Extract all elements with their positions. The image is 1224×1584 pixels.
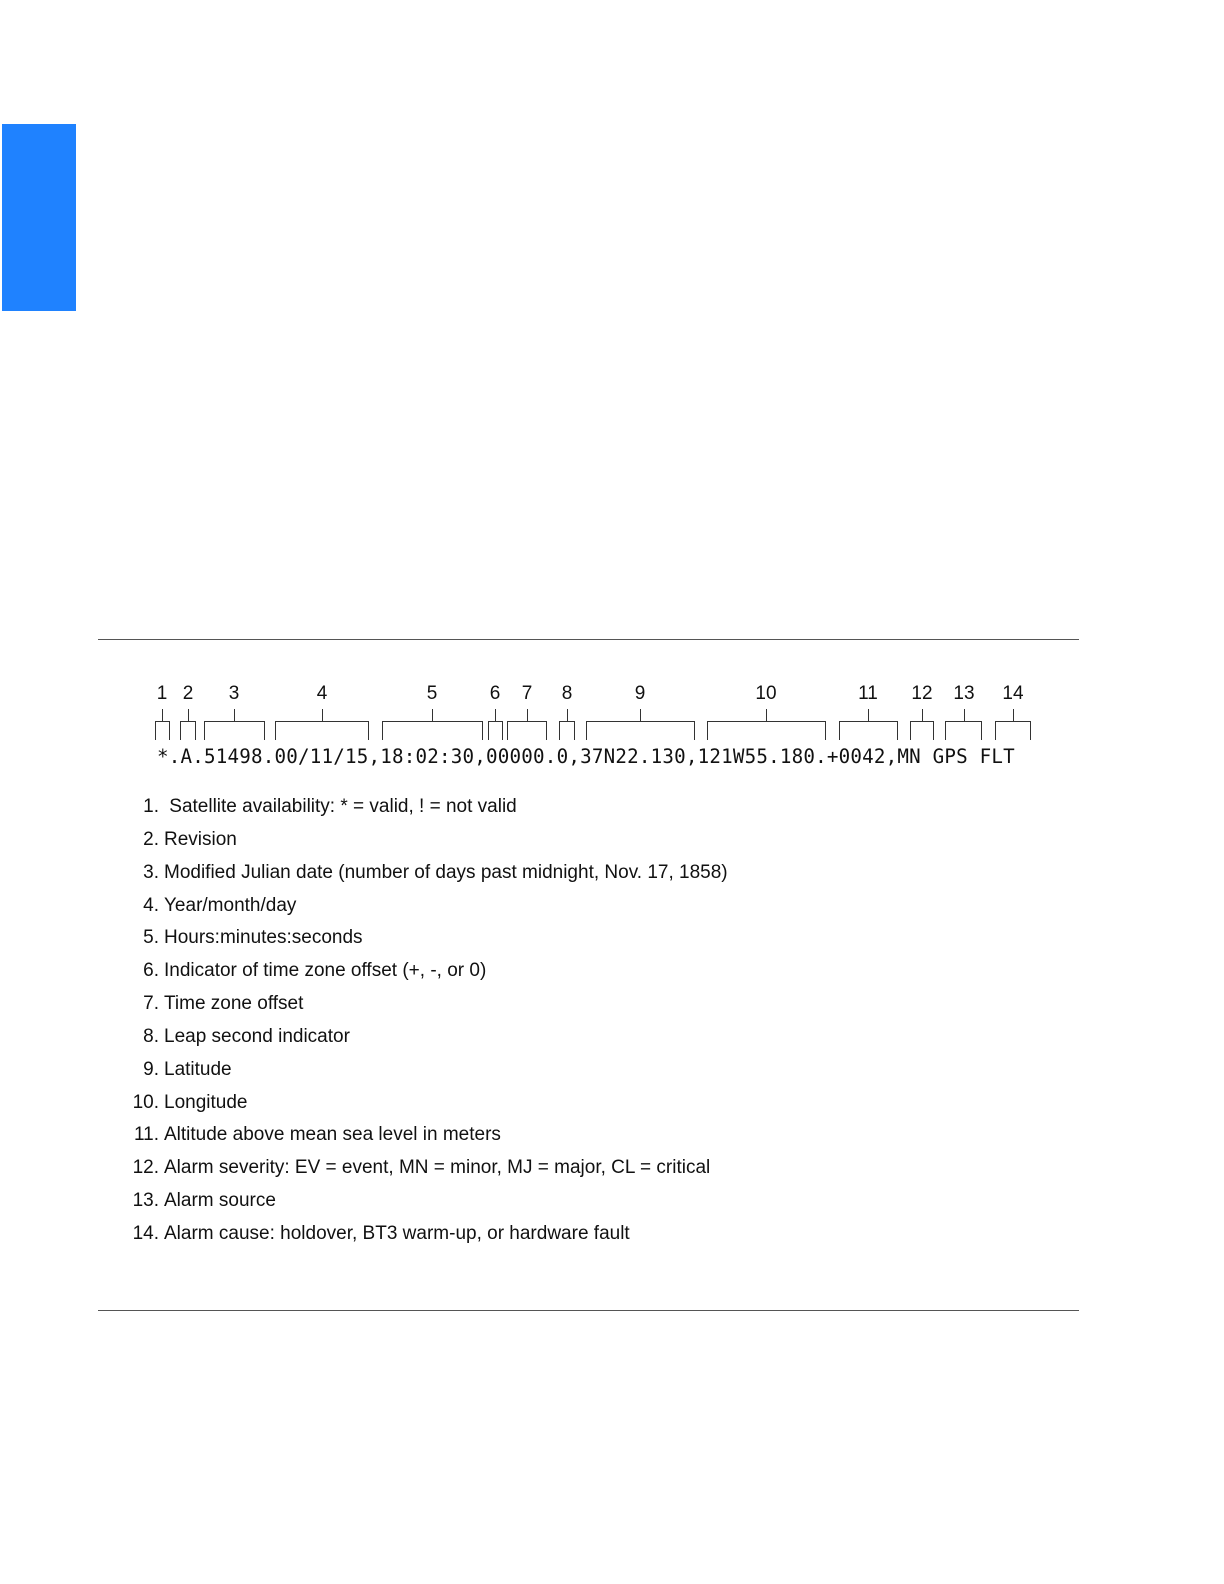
- field-bracket-4: [275, 721, 369, 740]
- legend-text: Latitude: [164, 1059, 232, 1080]
- legend-number: 4.: [143, 895, 159, 916]
- field-bracket-11: [839, 721, 898, 740]
- field-bracket-5: [382, 721, 483, 740]
- field-number-7: 7: [521, 683, 533, 704]
- legend-number: 1.: [143, 796, 159, 817]
- legend-item: [128, 796, 517, 818]
- legend-number: 14.: [132, 1223, 159, 1244]
- field-tick-14: [1013, 709, 1014, 721]
- legend-number: 10.: [132, 1092, 159, 1113]
- field-number-1: 1: [156, 683, 168, 704]
- field-bracket-9: [586, 721, 695, 740]
- field-number-6: 6: [489, 683, 501, 704]
- legend-item: [128, 927, 363, 949]
- legend-item: [128, 1190, 276, 1212]
- field-tick-3: [234, 709, 235, 721]
- field-tick-7: [527, 709, 528, 721]
- field-tick-5: [432, 709, 433, 721]
- field-tick-13: [964, 709, 965, 721]
- field-tick-10: [766, 709, 767, 721]
- legend-text: Alarm source: [164, 1190, 276, 1211]
- field-number-14: 14: [1002, 683, 1024, 704]
- field-number-3: 3: [228, 683, 240, 704]
- legend-item: [128, 862, 728, 884]
- field-tick-2: [188, 709, 189, 721]
- field-number-4: 4: [316, 683, 328, 704]
- legend-text: Time zone offset: [164, 993, 304, 1014]
- field-tick-12: [922, 709, 923, 721]
- field-number-13: 13: [953, 683, 975, 704]
- field-bracket-10: [707, 721, 826, 740]
- legend-number: 2.: [143, 829, 159, 850]
- field-bracket-7: [507, 721, 547, 740]
- legend-number: 5.: [143, 927, 159, 948]
- field-bracket-1: [155, 721, 170, 740]
- legend-text: Modified Julian date (number of days past midnight, Nov. 17, 1858): [164, 862, 728, 883]
- field-number-8: 8: [561, 683, 573, 704]
- field-number-11: 11: [858, 683, 878, 704]
- field-tick-9: [640, 709, 641, 721]
- field-tick-8: [567, 709, 568, 721]
- legend-number: 12.: [132, 1157, 159, 1178]
- legend-item: [128, 1092, 247, 1114]
- legend-text: Alarm severity: EV = event, MN = minor, MJ = major, CL = critical: [164, 1157, 711, 1178]
- legend-number: 13.: [132, 1190, 159, 1211]
- field-tick-11: [868, 709, 869, 721]
- legend-text: Satellite availability: * = valid, ! = not valid: [164, 796, 517, 817]
- sample-output-string: *.A.51498.00/11/15,18:02:30,00000.0,37N22.130,121W55.180.+0042,MN GPS FLT: [157, 745, 1015, 768]
- legend-item: [128, 1223, 630, 1245]
- legend-number: 11.: [133, 1124, 159, 1145]
- legend-number: 7.: [143, 993, 159, 1014]
- legend-item: [128, 1157, 710, 1179]
- legend-text: Year/month/day: [164, 895, 297, 916]
- legend-text: Hours:minutes:seconds: [164, 927, 363, 948]
- field-tick-6: [495, 709, 496, 721]
- legend-item: [128, 993, 303, 1015]
- legend-number: 8.: [143, 1026, 159, 1047]
- legend-text: Revision: [164, 829, 237, 850]
- field-bracket-3: [204, 721, 265, 740]
- field-bracket-12: [910, 721, 934, 740]
- field-bracket-6: [488, 721, 503, 740]
- legend-number: 9.: [143, 1059, 159, 1080]
- field-bracket-14: [995, 721, 1031, 740]
- legend-item: [128, 829, 237, 851]
- legend-item: [128, 1026, 350, 1048]
- legend-number: 3.: [143, 862, 159, 883]
- legend-text: Indicator of time zone offset (+, -, or 0): [164, 960, 487, 981]
- legend-number: 6.: [143, 960, 159, 981]
- field-tick-1: [162, 709, 163, 721]
- legend-item: [128, 1124, 501, 1146]
- field-bracket-13: [945, 721, 982, 740]
- legend-text: Alarm cause: holdover, BT3 warm-up, or hardware fault: [164, 1223, 630, 1244]
- legend-text: Longitude: [164, 1092, 248, 1113]
- legend-item: [128, 895, 296, 917]
- field-tick-4: [322, 709, 323, 721]
- legend-item: [128, 960, 486, 982]
- field-number-9: 9: [634, 683, 646, 704]
- field-number-5: 5: [426, 683, 438, 704]
- legend-text: Leap second indicator: [164, 1026, 350, 1047]
- field-bracket-2: [180, 721, 196, 740]
- legend-item: [128, 1059, 232, 1081]
- field-bracket-8: [559, 721, 575, 740]
- field-number-2: 2: [182, 683, 194, 704]
- legend-text: Altitude above mean sea level in meters: [164, 1124, 501, 1145]
- field-number-12: 12: [911, 683, 933, 704]
- field-number-10: 10: [755, 683, 777, 704]
